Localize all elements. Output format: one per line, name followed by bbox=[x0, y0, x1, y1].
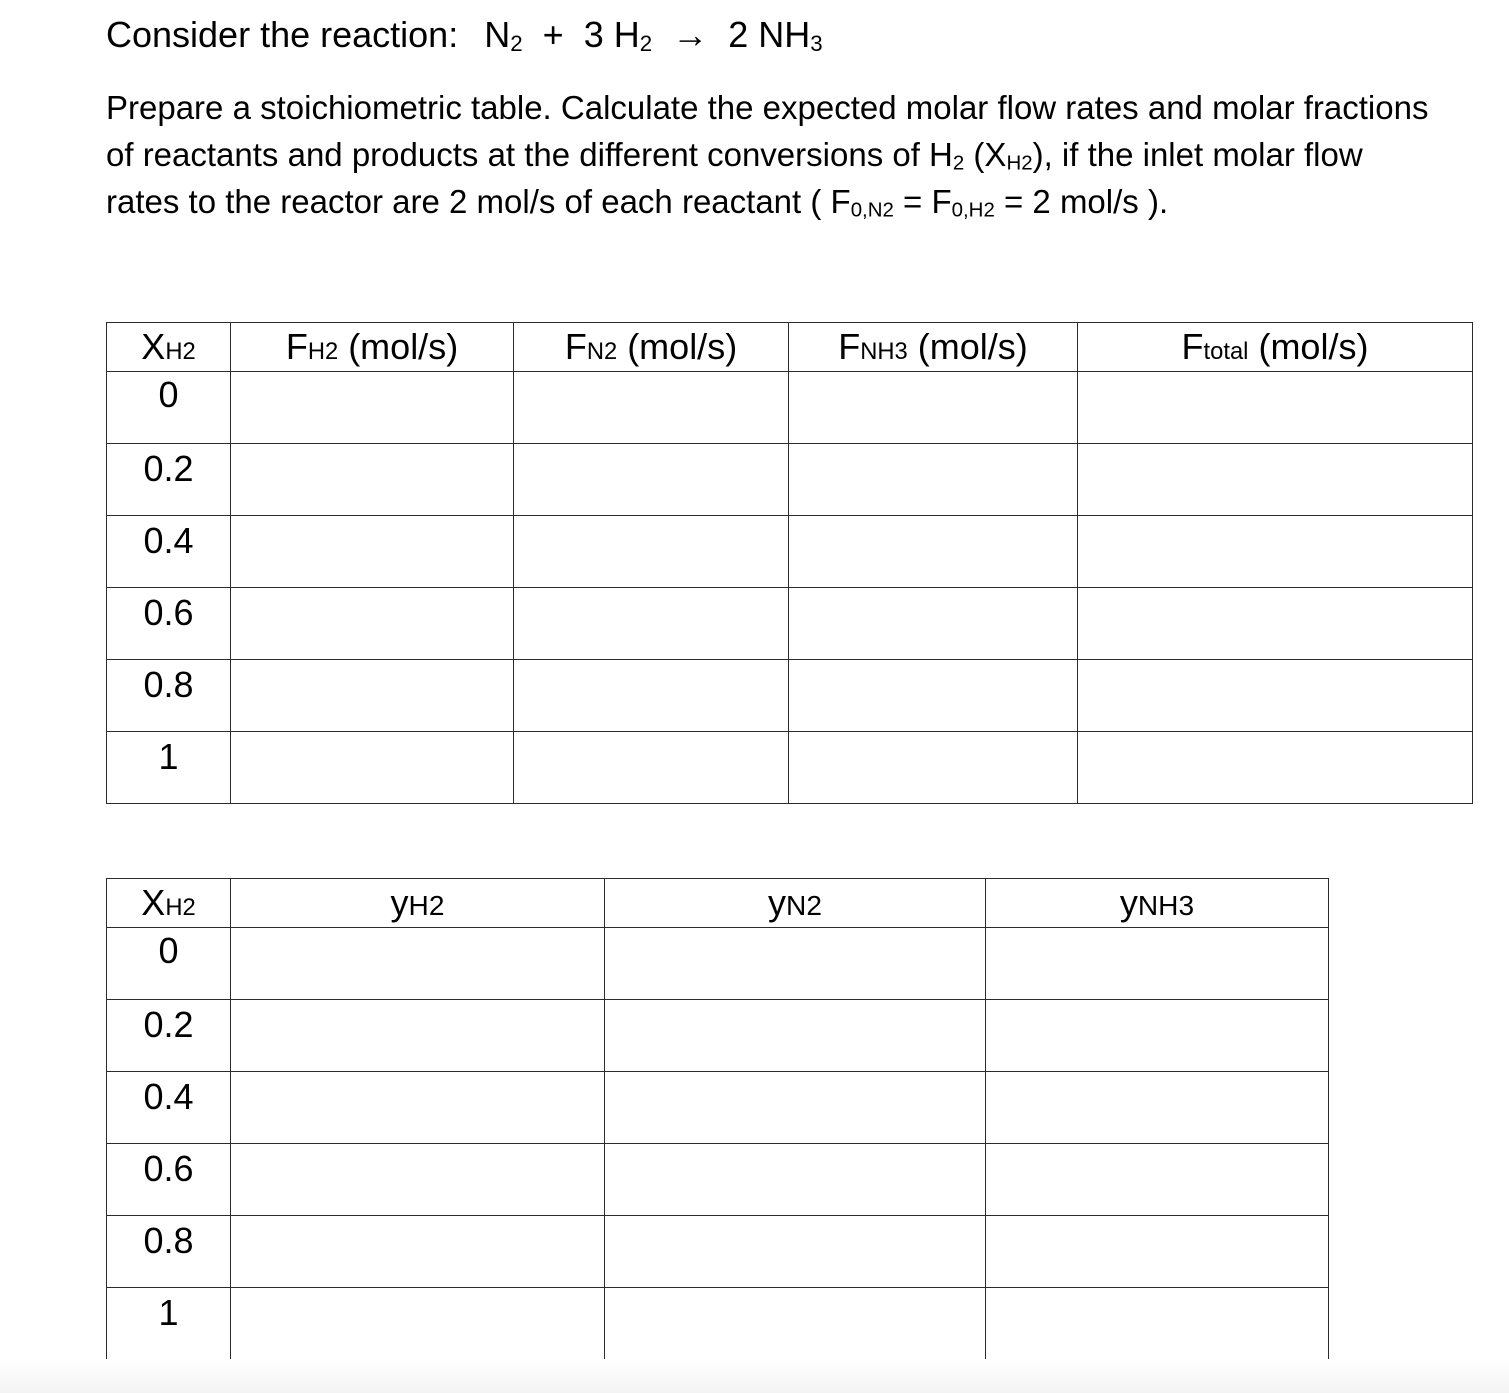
molar-fraction-table bbox=[106, 878, 1329, 1360]
y-h2-cell[interactable] bbox=[231, 1216, 605, 1288]
f-n2-cell[interactable] bbox=[514, 588, 789, 660]
y-nh3-cell[interactable] bbox=[986, 1144, 1329, 1216]
header-f-nh3: FNH3 (mol/s) bbox=[789, 323, 1078, 372]
y-h2-cell[interactable] bbox=[231, 1288, 605, 1360]
f-nh3-cell[interactable] bbox=[789, 444, 1078, 516]
molar-flow-rate-table bbox=[106, 322, 1473, 804]
y-n2-cell[interactable] bbox=[605, 1288, 986, 1360]
y-n2-cell[interactable] bbox=[605, 1216, 986, 1288]
f-nh3-cell[interactable] bbox=[789, 588, 1078, 660]
f-total-cell[interactable] bbox=[1078, 444, 1473, 516]
table-header-row bbox=[107, 323, 1473, 372]
conversion-cell: 0.6 bbox=[107, 1144, 231, 1216]
conversion-cell: 1 bbox=[107, 732, 231, 804]
reactant-h2: 3 H2 bbox=[583, 14, 653, 57]
conversion-cell: 1 bbox=[107, 1288, 231, 1360]
table-row bbox=[107, 444, 1473, 516]
f-nh3-cell[interactable] bbox=[789, 732, 1078, 804]
conversion-cell: 0.8 bbox=[107, 1216, 231, 1288]
f-total-cell[interactable] bbox=[1078, 372, 1473, 444]
table-row bbox=[107, 732, 1473, 804]
f-h2-cell[interactable] bbox=[231, 732, 514, 804]
product-nh3: 2 NH3 bbox=[728, 14, 823, 57]
f-h2-cell[interactable] bbox=[231, 660, 514, 732]
f-total-cell[interactable] bbox=[1078, 660, 1473, 732]
f-total-cell[interactable] bbox=[1078, 516, 1473, 588]
table-row bbox=[107, 372, 1473, 444]
f-nh3-cell[interactable] bbox=[789, 516, 1078, 588]
table-row bbox=[107, 1000, 1329, 1072]
f-n2-cell[interactable] bbox=[514, 660, 789, 732]
page-bottom-shadow bbox=[0, 1359, 1509, 1393]
y-n2-cell[interactable] bbox=[605, 928, 986, 1000]
y-h2-cell[interactable] bbox=[231, 1072, 605, 1144]
f-h2-cell[interactable] bbox=[231, 372, 514, 444]
table-row bbox=[107, 1216, 1329, 1288]
conversion-cell: 0.8 bbox=[107, 660, 231, 732]
y-nh3-cell[interactable] bbox=[986, 1000, 1329, 1072]
f-h2-cell[interactable] bbox=[231, 516, 514, 588]
header-x-h2: XH2 bbox=[107, 323, 231, 372]
table-row bbox=[107, 1072, 1329, 1144]
table-row bbox=[107, 928, 1329, 1000]
table-row bbox=[107, 1144, 1329, 1216]
f-n2-cell[interactable] bbox=[514, 372, 789, 444]
conversion-cell: 0.4 bbox=[107, 1072, 231, 1144]
table-row bbox=[107, 516, 1473, 588]
table-header-row bbox=[107, 879, 1329, 928]
conversion-cell: 0.6 bbox=[107, 588, 231, 660]
header-f-total: Ftotal (mol/s) bbox=[1078, 323, 1473, 372]
header-x-h2: XH2 bbox=[107, 879, 231, 928]
y-nh3-cell[interactable] bbox=[986, 1216, 1329, 1288]
y-h2-cell[interactable] bbox=[231, 928, 605, 1000]
plus-sign: + bbox=[542, 14, 564, 55]
y-n2-cell[interactable] bbox=[605, 1000, 986, 1072]
header-y-h2: yH2 bbox=[231, 879, 605, 928]
header-y-nh3: yNH3 bbox=[986, 879, 1329, 928]
f-h2-cell[interactable] bbox=[231, 588, 514, 660]
reaction-prefix: Consider the reaction: bbox=[106, 14, 459, 55]
header-f-n2: FN2 (mol/s) bbox=[514, 323, 789, 372]
table-row bbox=[107, 588, 1473, 660]
f-n2-cell[interactable] bbox=[514, 444, 789, 516]
conversion-cell: 0.2 bbox=[107, 444, 231, 516]
f-h2-cell[interactable] bbox=[231, 444, 514, 516]
y-nh3-cell[interactable] bbox=[986, 928, 1329, 1000]
f-n2-cell[interactable] bbox=[514, 732, 789, 804]
y-h2-cell[interactable] bbox=[231, 1144, 605, 1216]
table-row bbox=[107, 1288, 1329, 1360]
table-row bbox=[107, 660, 1473, 732]
f-total-cell[interactable] bbox=[1078, 588, 1473, 660]
f-n2-cell[interactable] bbox=[514, 516, 789, 588]
header-f-h2: FH2 (mol/s) bbox=[231, 323, 514, 372]
y-h2-cell[interactable] bbox=[231, 1000, 605, 1072]
reaction-equation bbox=[106, 14, 823, 56]
reaction-arrow-icon: → bbox=[672, 14, 709, 55]
y-n2-cell[interactable] bbox=[605, 1072, 986, 1144]
conversion-cell: 0 bbox=[107, 372, 231, 444]
conversion-cell: 0 bbox=[107, 928, 231, 1000]
conversion-cell: 0.4 bbox=[107, 516, 231, 588]
problem-statement: Prepare a stoichiometric table. Calculate the expected molar flow rates and molar fractions of reactants and products at the different conversions of H2 (XH2), if the inlet molar flow rates to the reactor are 2 mol/s of each reactant ( F0,N2 = F0,H2 = 2 mol/s ). bbox=[106, 89, 1429, 222]
conversion-cell: 0.2 bbox=[107, 1000, 231, 1072]
y-nh3-cell[interactable] bbox=[986, 1288, 1329, 1360]
f-nh3-cell[interactable] bbox=[789, 372, 1078, 444]
reactant-n2: N2 bbox=[484, 14, 523, 57]
f-total-cell[interactable] bbox=[1078, 732, 1473, 804]
f-nh3-cell[interactable] bbox=[789, 660, 1078, 732]
header-y-n2: yN2 bbox=[605, 879, 986, 928]
y-nh3-cell[interactable] bbox=[986, 1072, 1329, 1144]
y-n2-cell[interactable] bbox=[605, 1144, 986, 1216]
